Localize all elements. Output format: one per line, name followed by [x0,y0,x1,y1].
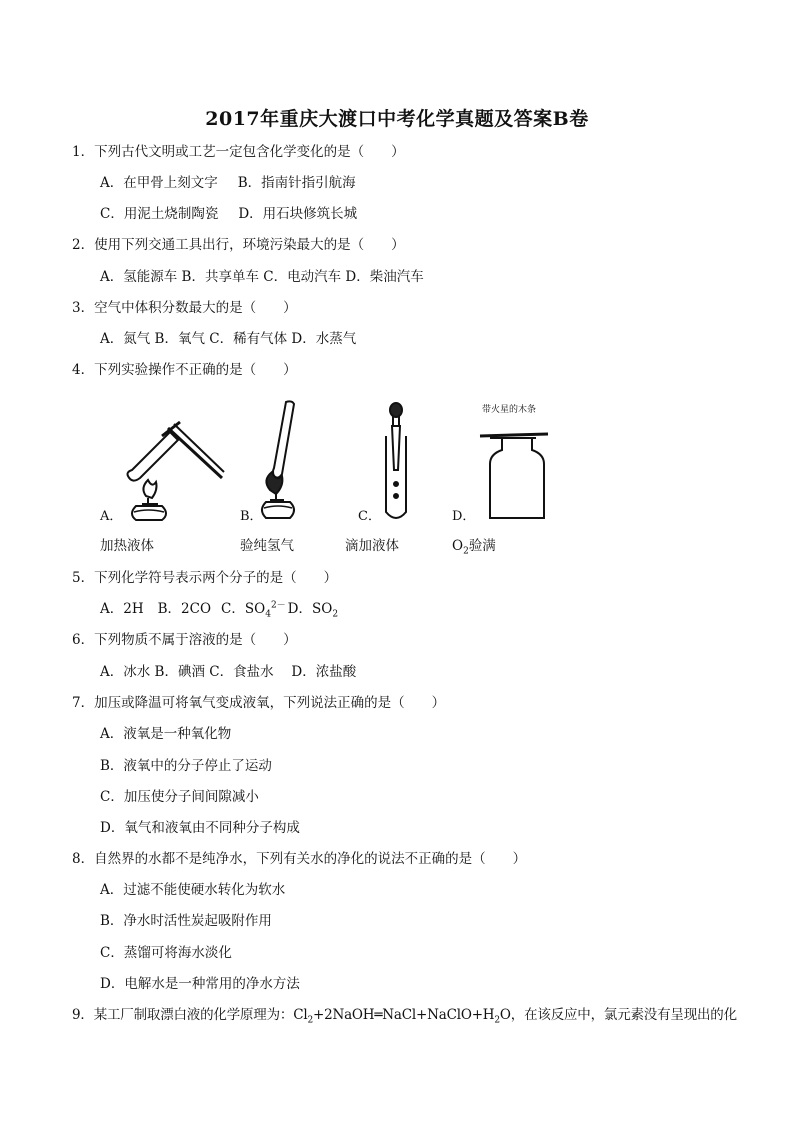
figure-test-hydrogen [258,398,314,522]
question-5-option-c-superscript: 2－ [270,600,286,611]
question-5-option-d-text: D．SO [287,601,333,617]
figure-c-label: C． [358,509,381,524]
figure-a-caption: 加热液体 [100,538,154,554]
question-8-stem: 8．自然界的水都不是纯净水，下列有关水的净化的说法不正确的是（ ） [72,851,527,867]
question-5-stem: 5．下列化学符号表示两个分子的是（ ） [72,570,338,586]
question-2-stem: 2．使用下列交通工具出行，环境污染最大的是（ ） [72,237,405,253]
question-9-text-1: 9．某工厂制取漂白液的化学原理为：Cl [72,1007,308,1023]
question-1-option-a: A．在甲骨上刻文字 [100,175,218,191]
figure-a-label: A． [100,509,123,524]
figure-add-liquid [378,400,414,524]
question-5-option-c-text: C．SO [221,601,266,617]
figure-d-caption-subscript: 2 [463,546,469,557]
figure-d-caption [452,538,496,557]
figure-d-label: D． [452,509,476,524]
figure-b-label: B． [240,509,263,524]
question-1-options-row-1 [100,177,356,191]
question-8-option-a: A．过滤不能使硬水转化为软水 [100,882,286,898]
question-5-option-c-subscript: 4 [265,609,271,620]
question-8-option-d: D．电解水是一种常用的净水方法 [100,976,300,992]
question-6-stem: 6．下列物质不属于溶液的是（ ） [72,632,297,648]
question-9-subscript-1: 2 [307,1015,313,1026]
question-6-options: A．冰水 B．碘酒 C．食盐水 D．浓盐酸 [100,664,357,680]
question-5-option-d [287,601,339,620]
question-7-stem: 7．加压或降温可将氧气变成液氧，下列说法正确的是（ ） [72,695,446,711]
question-5-option-d-subscript: 2 [332,609,339,620]
question-8-option-c: C．蒸馏可将海水淡化 [100,945,232,961]
figure-d-caption-symbol: O [452,538,464,554]
question-5-option-a: A．2H [100,601,144,617]
figure-oxygen-check [478,398,560,524]
question-9-text-2: +2NaOH═NaCl+NaClO+H [312,1007,495,1023]
question-8-option-b: B．净水时活性炭起吸附作用 [100,913,272,929]
question-3-options: A．氮气 B．氧气 C．稀有气体 D．水蒸气 [100,331,357,347]
question-7-option-d: D．氧气和液氧由不同种分子构成 [100,820,300,836]
question-5-option-b: B．2CO [157,601,212,617]
question-9-subscript-2: 2 [494,1015,500,1026]
question-1-stem: 1．下列古代文明或工艺一定包含化学变化的是（ ） [72,144,405,160]
figure-d-caption-rest: 验满 [468,538,496,554]
question-9-stem [72,1007,737,1026]
question-5-option-c [221,600,286,620]
question-7-option-a: A．液氧是一种氧化物 [100,726,232,742]
figure-c-caption: 滴加液体 [345,538,399,554]
figure-d-text: 带火星的木条 [482,405,537,415]
question-9-text-3: O，在该反应中，氯元素没有呈现出的化 [499,1007,737,1023]
question-1-option-b: B．指南针指引航海 [237,175,356,191]
figure-b-caption: 验纯氢气 [240,538,294,554]
question-3-stem: 3．空气中体积分数最大的是（ ） [72,300,297,316]
figure-heating-liquid [118,410,230,522]
page-title: 2017年重庆大渡口中考化学真题及答案B卷 [205,108,589,130]
question-7-option-c: C．加压使分子间间隙减小 [100,789,259,805]
question-4-stem: 4．下列实验操作不正确的是（ ） [72,362,297,378]
question-7-option-b: B．液氧中的分子停止了运动 [100,758,272,774]
question-1-option-d: D．用石块修筑长城 [238,206,358,222]
question-5-options [100,600,339,620]
question-2-options: A．氢能源车 B．共享单车 C．电动汽车 D．柴油汽车 [100,269,424,285]
question-1-options-row-2 [100,208,357,222]
question-1-option-c: C．用泥土烧制陶瓷 [100,206,219,222]
